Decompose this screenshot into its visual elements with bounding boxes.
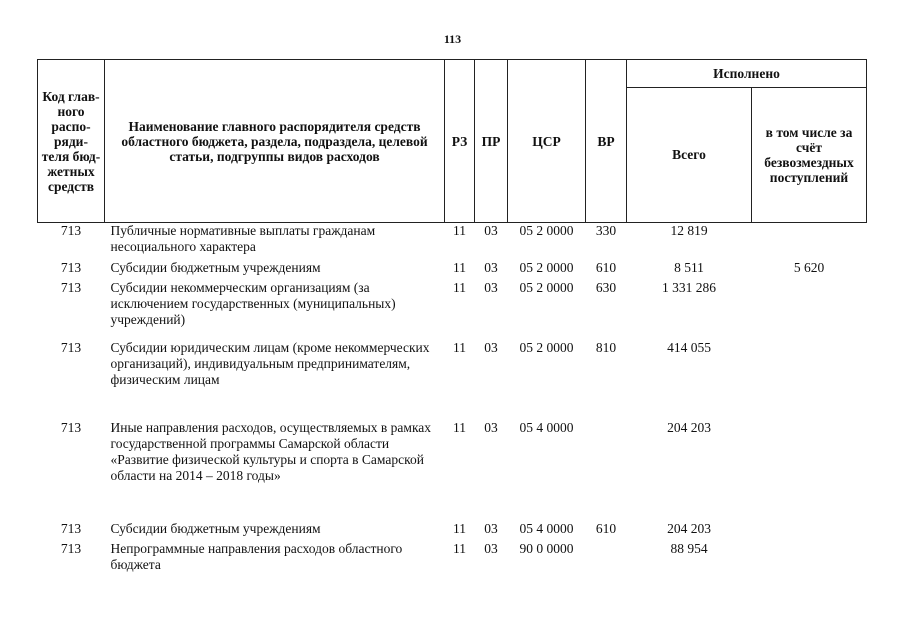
table-row: [38, 340, 867, 420]
cell-bezvozm: [752, 223, 867, 260]
cell-pr: 03: [484, 223, 498, 238]
cell-csr: 05 2 0000: [519, 279, 574, 295]
cell-rz: 11: [453, 223, 466, 238]
cell-kod: 713: [60, 339, 82, 355]
cell-vr: [586, 541, 627, 577]
cell-csr: 05 2 0000: [519, 223, 574, 238]
cell-bezvozm: [752, 280, 867, 340]
cell-pr: 03: [484, 540, 498, 556]
budget-table: [37, 59, 867, 577]
cell-bezvozm: [752, 420, 867, 521]
cell-csr: 90 0 0000: [519, 540, 574, 556]
cell-vsego: 88 954: [670, 540, 708, 556]
cell-vr: 610: [595, 520, 617, 536]
table-body: [38, 223, 867, 577]
cell-name: Субсидии некоммерческим организациям (за исключением государственных (муниципальных) учреждений): [110, 279, 396, 327]
cell-csr: 05 2 0000: [519, 259, 574, 275]
cell-rz: 11: [453, 259, 466, 275]
header-rz: РЗ: [445, 60, 475, 223]
header-vsego: Всего: [627, 87, 752, 223]
cell-bezvozm: [752, 521, 867, 541]
cell-name: Публичные нормативные выплаты гражданам несоциального характера: [110, 223, 376, 254]
cell-pr: 03: [484, 419, 498, 435]
cell-name: Непрограммные направления расходов областного бюджета: [110, 540, 403, 572]
cell-bezvozm: [752, 541, 867, 577]
table-row: [38, 541, 867, 577]
cell-bezvozm: [752, 340, 867, 420]
cell-kod: 713: [60, 279, 82, 295]
cell-rz: 11: [453, 419, 466, 435]
table-row: [38, 521, 867, 541]
table-row: [38, 223, 867, 260]
cell-pr: 03: [484, 339, 498, 355]
cell-vr: 630: [595, 279, 617, 295]
cell-name: Иные направления расходов, осуществляемых в рамках государственной программы Самарской области «Развитие физической культуры и спорта в Самарской области на 2014 – 2018 годы»: [110, 419, 432, 483]
cell-rz: 11: [453, 540, 466, 556]
table-row: [38, 280, 867, 340]
header-csr: ЦСР: [508, 60, 586, 223]
cell-vsego: 8 511: [674, 259, 704, 275]
table-row: [38, 260, 867, 280]
cell-pr: 03: [484, 520, 498, 536]
cell-csr: 05 2 0000: [519, 339, 574, 355]
cell-rz: 11: [453, 279, 466, 295]
cell-vr: [586, 420, 627, 521]
cell-kod: 713: [60, 259, 82, 275]
page-number: 113: [443, 32, 462, 46]
cell-vsego: 12 819: [670, 223, 708, 238]
table-row: [38, 420, 867, 521]
table-header: [38, 60, 867, 223]
cell-vr: 330: [595, 223, 617, 238]
header-pr: ПР: [475, 60, 508, 223]
header-ispolneno: Исполнено: [627, 60, 867, 88]
cell-vsego: 414 055: [667, 339, 711, 355]
cell-kod: 713: [60, 540, 82, 556]
cell-pr: 03: [484, 279, 498, 295]
cell-name: Субсидии бюджетным учреждениям: [110, 259, 321, 275]
header-v-tom-chisle: в том числе за счёт безвозмездных поступлений: [752, 87, 867, 223]
cell-name: Субсидии бюджетным учреждениям: [110, 520, 321, 536]
cell-rz: 11: [453, 339, 466, 355]
cell-kod: 713: [60, 520, 82, 536]
cell-kod: 713: [60, 419, 82, 435]
cell-vr: 610: [595, 259, 617, 275]
header-vr: ВР: [586, 60, 627, 223]
cell-rz: 11: [453, 520, 466, 536]
cell-kod: 713: [60, 223, 82, 238]
cell-vsego: 1 331 286: [662, 279, 716, 295]
cell-name: Субсидии юридическим лицам (кроме некоммерческих организаций), индивидуальным предпринимателям, физическим лицам: [110, 339, 430, 387]
cell-vr: 810: [595, 339, 617, 355]
cell-pr: 03: [484, 259, 498, 275]
header-kod: Код глав-ного распо-ряди-теля бюд-жетных средств: [38, 60, 105, 223]
cell-csr: 05 4 0000: [519, 520, 574, 536]
cell-csr: 05 4 0000: [519, 419, 574, 435]
header-naimenovanie: Наименование главного распорядителя средств областного бюджета, раздела, подраздела, целевой статьи, подгруппы видов расходов: [105, 60, 445, 223]
cell-vsego: 204 203: [667, 520, 711, 536]
cell-bezvozm: 5 620: [793, 259, 825, 275]
cell-vsego: 204 203: [667, 419, 711, 435]
